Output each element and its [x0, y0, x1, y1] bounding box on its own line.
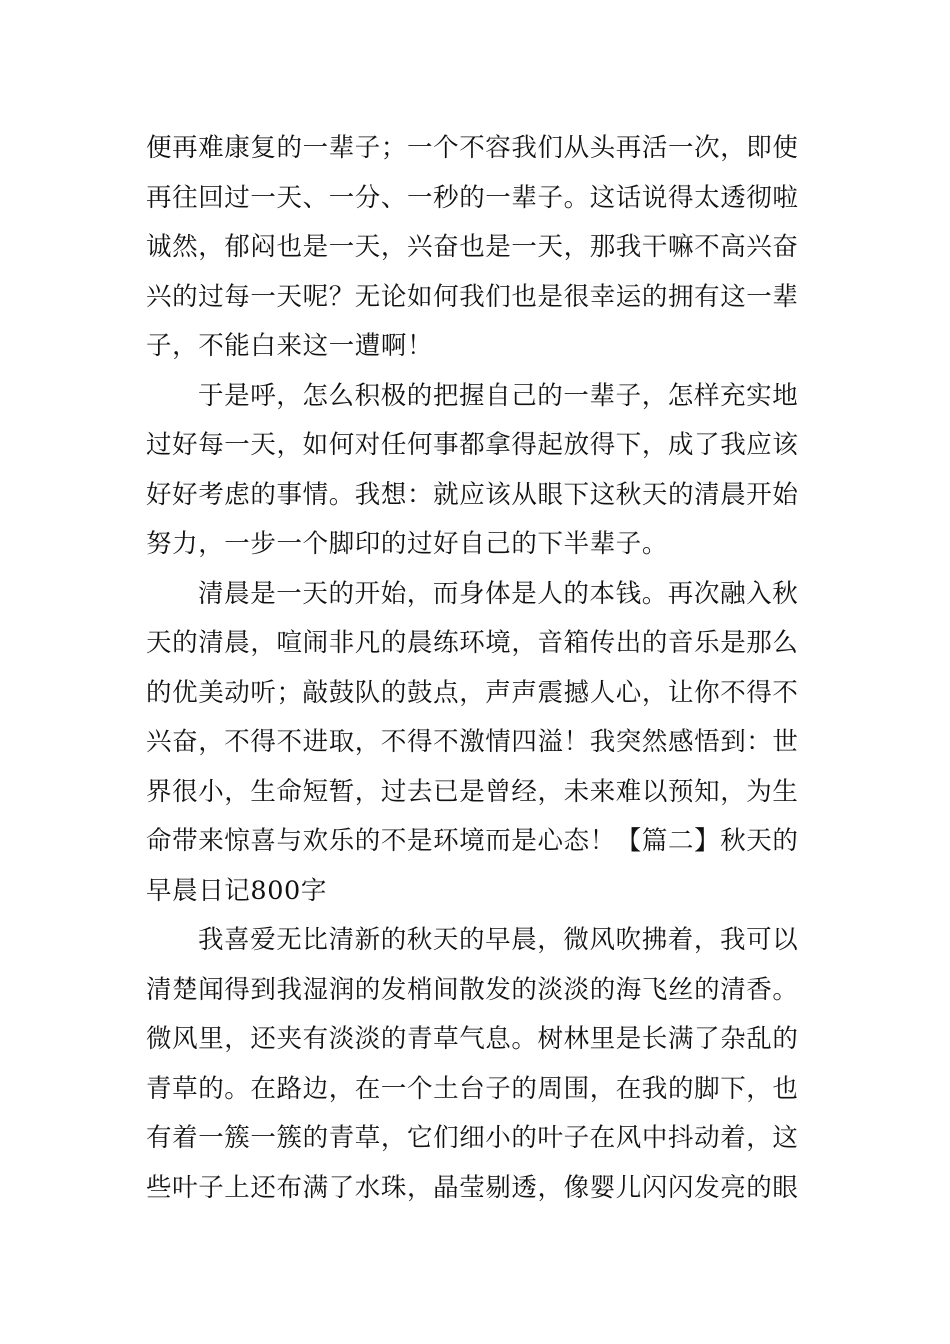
text-line: 诚然，郁闷也是一天，兴奋也是一天，那我干嘛不高兴奋 [146, 232, 799, 262]
text-line: 便再难康复的一辈子；一个不容我们从头再活一次，即使 [146, 133, 799, 163]
text-line: 的优美动听；敲鼓队的鼓点，声声震撼人心，让你不得不 [146, 677, 799, 708]
paragraph-start-line: 我喜爱无比清新的秋天的早晨，微风吹拂着，我可以 [198, 925, 799, 955]
text-line: 界很小，生命短暂，过去已是曾经，未来难以预知，为生 [146, 776, 799, 807]
text-line: 清楚闻得到我湿润的发梢间散发的淡淡的海飞丝的清香。 [146, 974, 799, 1005]
section-title-line: 早晨日记800字 [146, 875, 327, 906]
text-line: 微风里，还夹有淡淡的青草气息。树林里是长满了杂乱的 [146, 1024, 799, 1054]
text-line: 有着一簇一簇的青草，它们细小的叶子在风中抖动着，这 [146, 1123, 799, 1153]
text-line: 努力，一步一个脚印的过好自己的下半辈子。 [146, 529, 669, 559]
text-line: 再往回过一天、一分、一秒的一辈子。这话说得太透彻啦 [146, 182, 799, 213]
text-line: 兴奋，不得不进取，不得不激情四溢！我突然感悟到：世 [146, 727, 799, 757]
paragraph-start-line: 清晨是一天的开始，而身体是人的本钱。再次融入秋 [198, 578, 799, 609]
text-line: 青草的。在路边，在一个土台子的周围，在我的脚下，也 [146, 1073, 799, 1104]
text-line: 子，不能白来这一遭啊！ [146, 331, 434, 361]
text-line: 天的清晨，喧闹非凡的晨练环境，音箱传出的音乐是那么 [146, 628, 799, 658]
text-line: 些叶子上还布满了水珠，晶莹剔透，像婴儿闪闪发亮的眼 [146, 1172, 799, 1203]
document-body [146, 124, 808, 1213]
text-line: 兴的过每一天呢？无论如何我们也是很幸运的拥有这一辈 [146, 281, 799, 312]
text-line: 好好考虑的事情。我想：就应该从眼下这秋天的清晨开始 [146, 479, 799, 510]
text-line: 过好每一天，如何对任何事都拿得起放得下，成了我应该 [146, 430, 799, 460]
paragraph-start-line: 于是呼，怎么积极的把握自己的一辈子，怎样充实地 [198, 380, 799, 411]
text-line: 命带来惊喜与欢乐的不是环境而是心态！【篇二】秋天的 [146, 826, 799, 856]
